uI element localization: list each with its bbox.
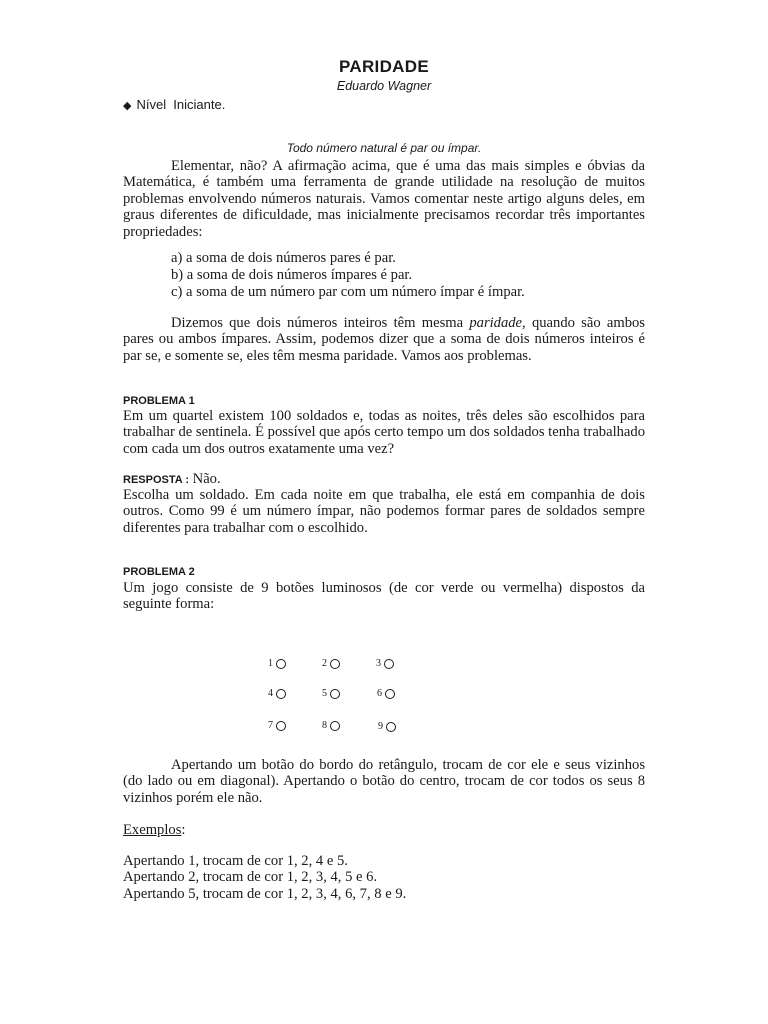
examples-heading: [123, 822, 185, 839]
problem-1-answer: [123, 471, 645, 488]
circle-icon: [330, 689, 340, 699]
circle-icon: [330, 659, 340, 669]
circle-icon: [330, 721, 340, 731]
example-item: Apertando 2, trocam de cor 1, 2, 3, 4, 5 e 6.: [123, 869, 378, 886]
circle-icon: [276, 689, 286, 699]
motto: Todo número natural é par ou ímpar.: [286, 141, 482, 155]
game-button-9: [378, 721, 396, 732]
property-item: a) a soma de dois números pares é par.: [171, 250, 396, 266]
button-number: 5: [322, 688, 327, 699]
game-button-2: [322, 658, 340, 669]
answer-value: Não.: [189, 471, 221, 487]
game-button-1: [268, 658, 286, 669]
game-button-6: [377, 688, 395, 699]
examples-list: [123, 853, 406, 902]
problem-1-heading: PROBLEMA 1: [123, 395, 195, 407]
document-title: PARIDADE: [339, 57, 429, 76]
property-item: b) a soma de dois números ímpares é par.: [171, 267, 413, 284]
game-button-7: [268, 720, 286, 731]
button-number: 9: [378, 721, 383, 732]
game-button-8: [322, 720, 340, 731]
diamond-bullet-icon: ◆: [123, 100, 132, 112]
circle-icon: [276, 721, 286, 731]
problem-2-rule: Apertando um botão do bordo do retângulo, trocam de cor ele e seus vizinhos (do lado ou em diagonal). Apertando o botão do centro, trocam de cor todos os seus 8 vizinhos porém ele não.: [123, 757, 645, 806]
parity-def-before: Dizemos que dois números inteiros têm mesma: [171, 315, 470, 331]
button-number: 6: [377, 688, 382, 699]
circle-icon: [384, 659, 394, 669]
game-button-4: [268, 688, 286, 699]
button-number: 3: [376, 658, 381, 669]
parity-def-after: , quando são ambos pares ou ambos ímpares. Assim, podemos dizer que a soma de dois números inteiros é par se, e somente se, eles têm mesma paridade. Vamos aos problemas.: [123, 315, 645, 364]
parity-definition: [123, 315, 645, 364]
button-number: 1: [268, 658, 273, 669]
problem-1-explanation: Escolha um soldado. Em cada noite em que trabalha, ele está em companhia de dois outros. Como 99 é um número ímpar, não podemos formar pares de soldados sempre diferentes para trabalhar com o escolhido.: [123, 487, 645, 536]
document-author: Eduardo Wagner: [336, 79, 432, 93]
circle-icon: [276, 659, 286, 669]
properties-list: [171, 250, 651, 302]
example-item: Apertando 5, trocam de cor 1, 2, 3, 4, 6, 7, 8 e 9.: [123, 885, 407, 902]
button-number: 8: [322, 720, 327, 731]
parity-term: paridade: [469, 315, 523, 331]
examples-heading-colon: :: [181, 822, 186, 838]
button-number: 2: [322, 658, 327, 669]
problem-2-text: Um jogo consiste de 9 botões luminosos (de cor verde ou vermelha) dispostos da seguinte forma:: [123, 580, 645, 613]
button-number: 7: [268, 720, 273, 731]
problem-1-text: Em um quartel existem 100 soldados e, todas as noites, três deles são escolhidos para trabalhar de sentinela. É possível que após certo tempo um dos soldados tenha trabalhado com cada um dos outros exatamente uma vez?: [123, 408, 645, 457]
circle-icon: [386, 722, 396, 732]
difficulty-level-text: Nível Iniciante.: [136, 97, 226, 112]
difficulty-level: [123, 97, 225, 112]
button-number: 4: [268, 688, 273, 699]
example-item: Apertando 1, trocam de cor 1, 2, 4 e 5.: [123, 853, 348, 869]
answer-label: RESPOSTA :: [123, 474, 190, 486]
problem-2-heading: PROBLEMA 2: [123, 566, 195, 578]
game-button-5: [322, 688, 340, 699]
examples-heading-text: Exemplos: [123, 822, 182, 838]
game-button-3: [376, 658, 394, 669]
property-item: c) a soma de um número par com um número ímpar é ímpar.: [171, 284, 525, 301]
circle-icon: [385, 689, 395, 699]
intro-paragraph: Elementar, não? A afirmação acima, que é uma das mais simples e óbvias da Matemática, é também uma ferramenta de grande utilidade na resolução de muitos problemas envolvendo números naturais. Vamos comentar neste artigo alguns deles, em graus diferentes de dificuldade, mas inicialmente precisamos recordar três importantes propriedades:: [123, 158, 645, 240]
